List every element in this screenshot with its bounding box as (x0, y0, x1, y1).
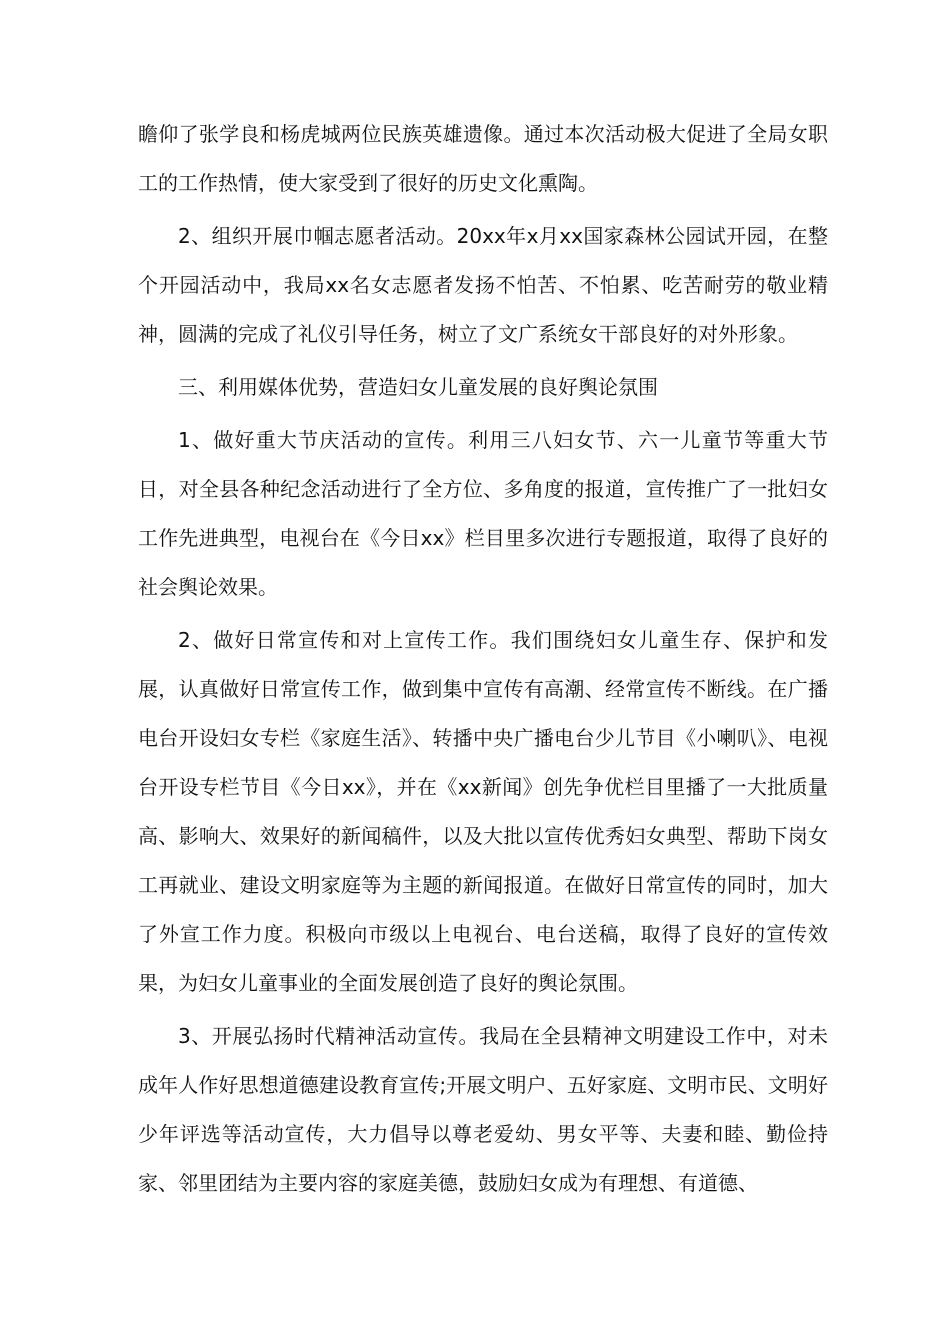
paragraph-spirit-publicity: 3、开展弘扬时代精神活动宣传。我局在全县精神文明建设工作中，对未成年人作好思想道德建设教育宣传;开展文明户、五好家庭、文明市民、文明好少年评选等活动宣传，大力倡导以尊老爱幼、男女平等、夫妻和睦、勤俭持家、邻里团结为主要内容的家庭美德，鼓励妇女成为有理想、有道德、 (138, 1024, 828, 1195)
section-heading-media: 三、利用媒体优势，营造妇女儿童发展的良好舆论氛围 (178, 375, 658, 399)
document-body (138, 110, 828, 1212)
paragraph-volunteer-activity: 2、组织开展巾帼志愿者活动。20xx年x月xx国家森林公园试开园，在整个开园活动中，我局xx名女志愿者发扬不怕苦、不怕累、吃苦耐劳的敬业精神，圆满的完成了礼仪引导任务，树立了文广系统女干部良好的对外形象。 (138, 224, 828, 346)
paragraph-daily-publicity: 2、做好日常宣传和对上宣传工作。我们围绕妇女儿童生存、保护和发展，认真做好日常宣传工作，做到集中宣传有高潮、经常宣传不断线。在广播电台开设妇女专栏《家庭生活》、转播中央广播电台少儿节目《小喇叭》、电视台开设专栏节目《今日xx》，并在《xx新闻》创先争优栏目里播了一大批质量高、影响大、效果好的新闻稿件，以及大批以宣传优秀妇女典型、帮助下岗女工再就业、建设文明家庭等为主题的新闻报道。在做好日常宣传的同时，加大了外宣工作力度。积极向市级以上电视台、电台送稿，取得了良好的宣传效果，为妇女儿童事业的全面发展创造了良好的舆论氛围。 (138, 628, 828, 995)
paragraph-festival-publicity: 1、做好重大节庆活动的宣传。利用三八妇女节、六一儿童节等重大节日，对全县各种纪念活动进行了全方位、多角度的报道，宣传推广了一批妇女工作先进典型，电视台在《今日xx》栏目里多次进行专题报道，取得了良好的社会舆论效果。 (138, 428, 828, 599)
paragraph-continuation: 瞻仰了张学良和杨虎城两位民族英雄遗像。通过本次活动极大促进了全局女职工的工作热情，使大家受到了很好的历史文化熏陶。 (138, 122, 828, 195)
